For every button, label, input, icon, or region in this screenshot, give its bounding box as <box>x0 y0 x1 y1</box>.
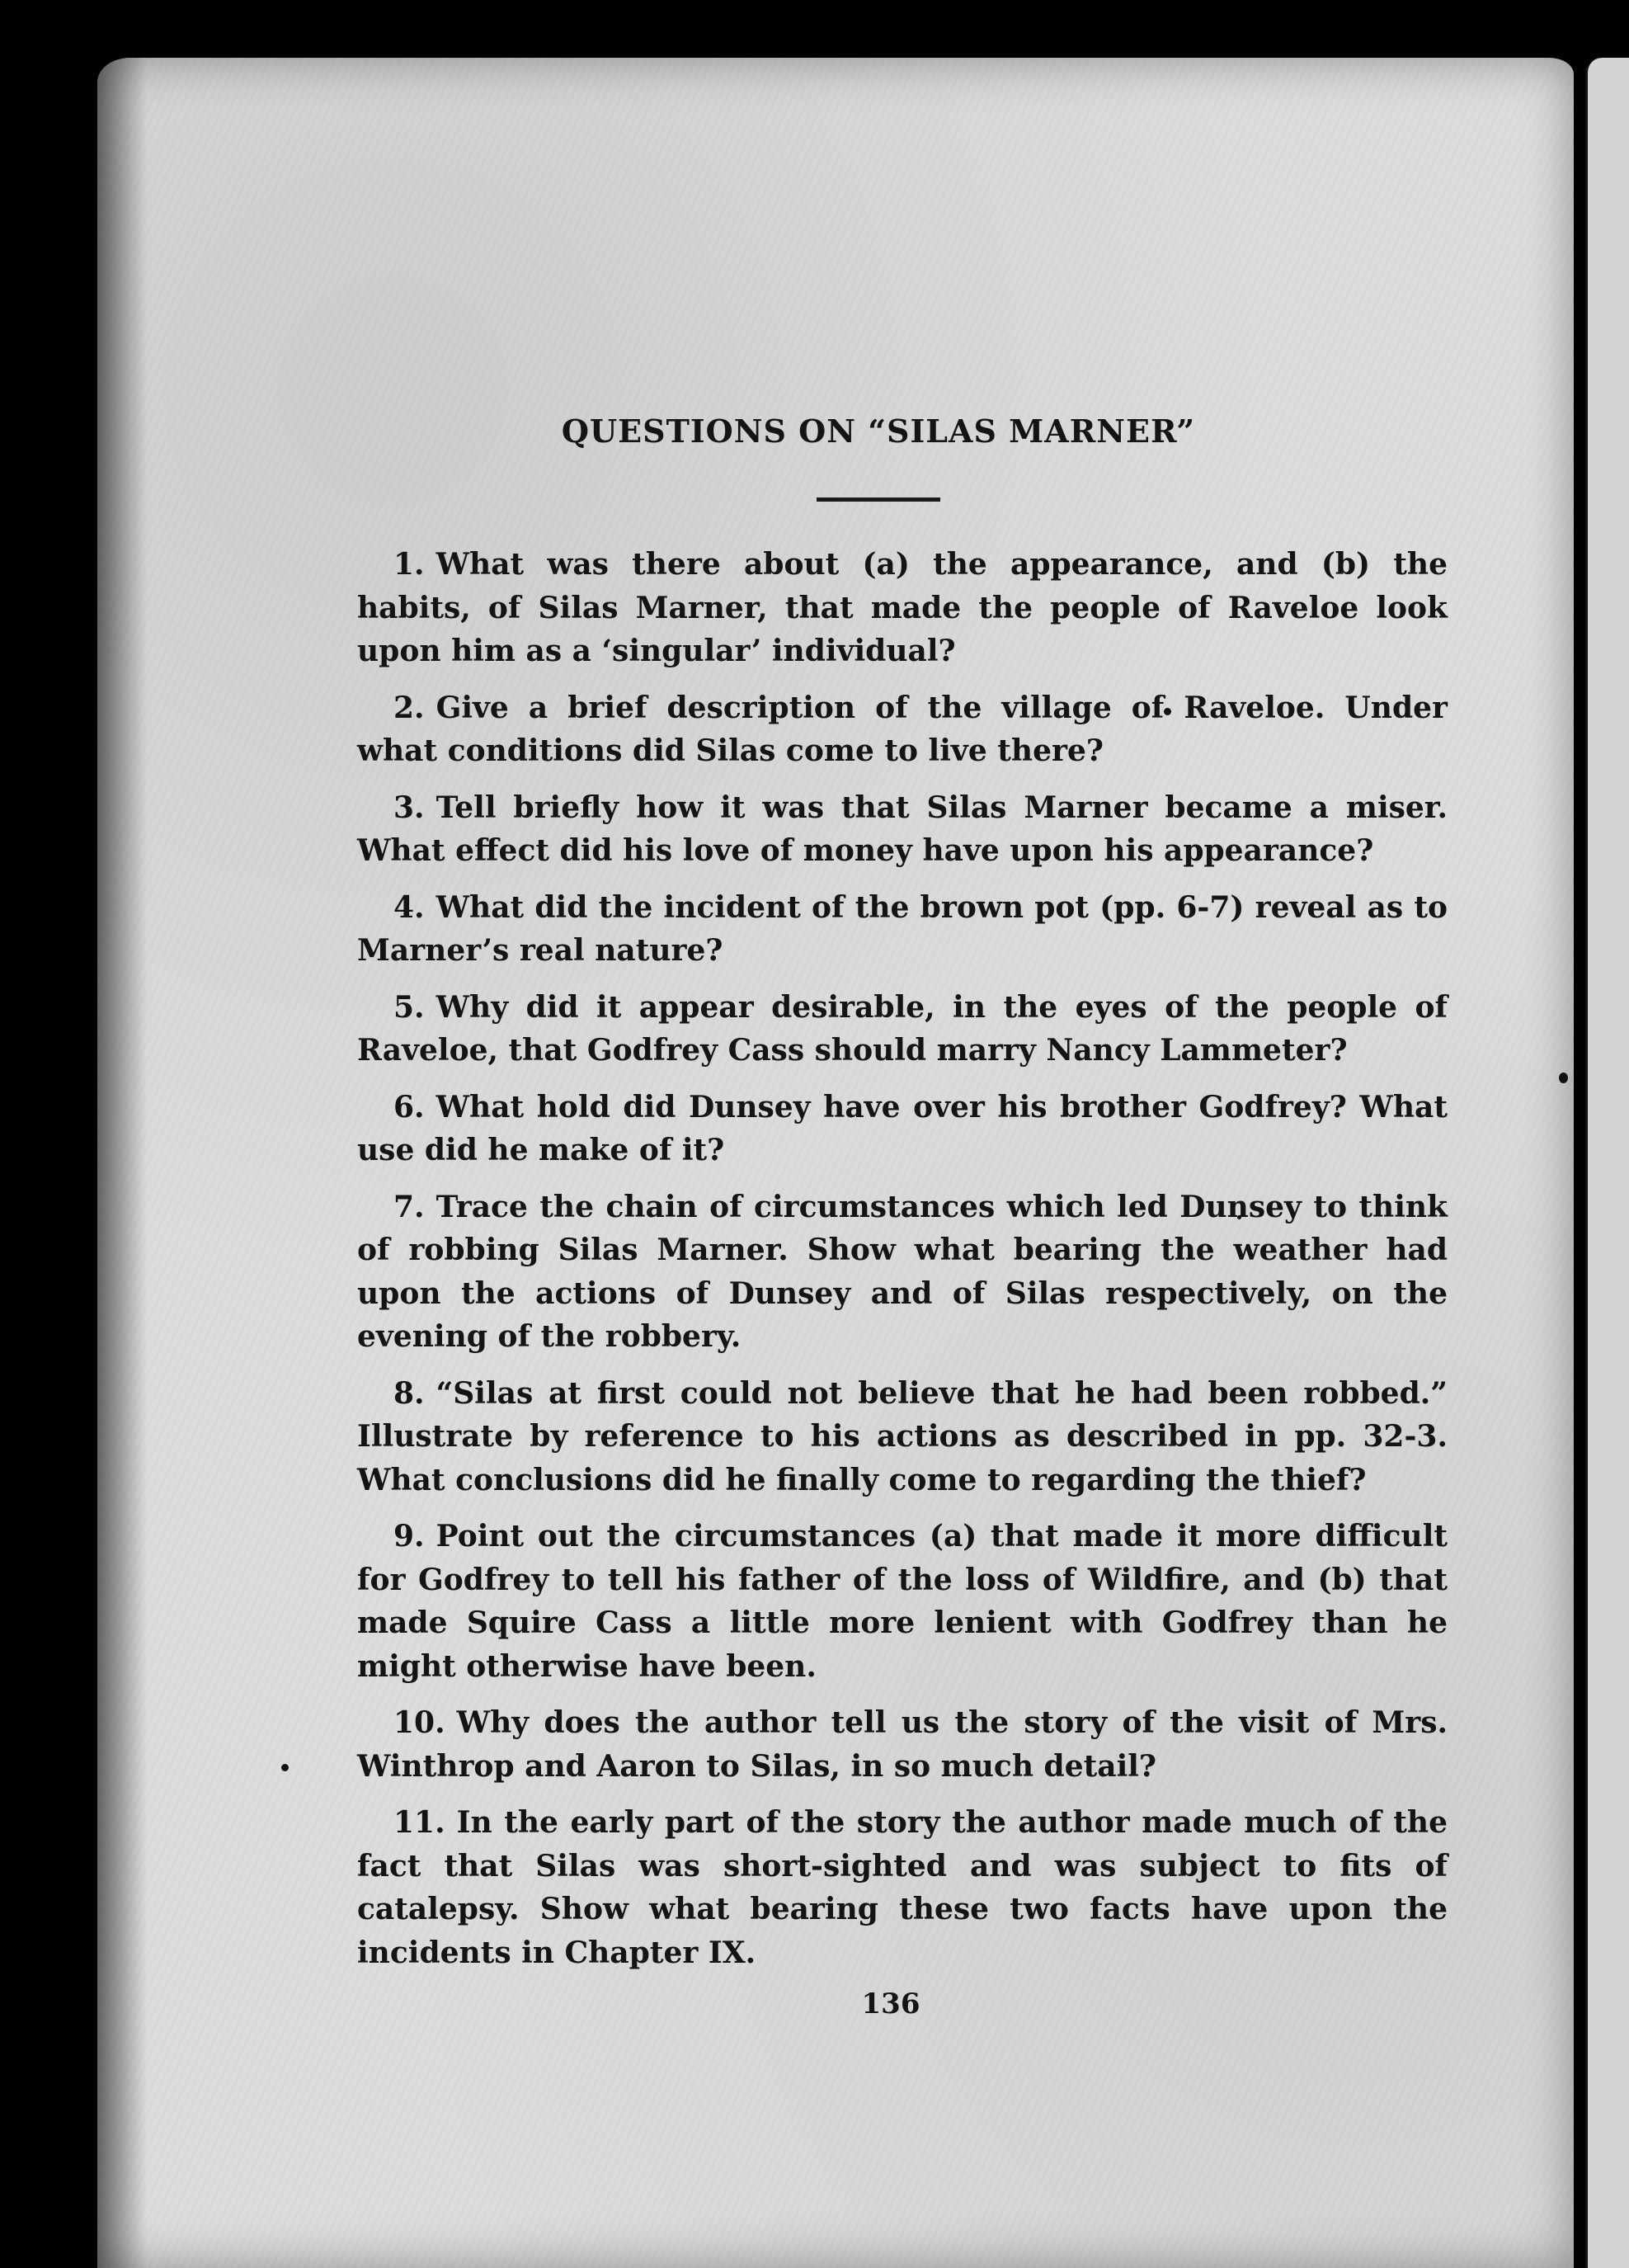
question-item <box>357 686 1448 773</box>
question-number: 5. <box>393 989 425 1025</box>
question-number: 9. <box>393 1519 425 1554</box>
facing-page-edge <box>1585 58 1629 2268</box>
question-number: 11. <box>393 1805 445 1840</box>
question-item <box>357 1186 1448 1359</box>
question-item <box>357 543 1448 673</box>
question-text: “Silas at first could not believe that he had been robbed.” Illustrate by reference to his actions as described in pp. 32-3. What conclusions did he finally come to regarding the thief? <box>357 1375 1448 1497</box>
page-content <box>260 413 1448 2020</box>
title-rule <box>817 497 940 502</box>
question-item <box>357 986 1448 1073</box>
question-number: 4. <box>393 889 425 925</box>
question-number: 10. <box>393 1705 445 1740</box>
question-list <box>260 543 1448 1974</box>
question-text: In the early part of the story the author made much of the fact that Silas was short-sighted and was subject to fits of catalepsy. Show what bearing these two facts have upon the incidents in Chapter IX. <box>357 1805 1448 1970</box>
question-item <box>357 1801 1448 1974</box>
question-item <box>357 1086 1448 1172</box>
question-item <box>357 1701 1448 1788</box>
question-item <box>357 786 1448 873</box>
question-number: 1. <box>393 547 425 582</box>
question-text: Give a brief description of the village of Raveloe. Under what conditions did Silas come to live there? <box>357 690 1448 768</box>
question-text: Tell briefly how it was that Silas Marner became a miser. What effect did his love of money have upon his appearance? <box>357 790 1448 868</box>
page-number: 136 <box>861 1987 920 2020</box>
question-text: Point out the circumstances (a) that made it more difficult for Godfrey to tell his father of the loss of Wildfire, and (b) that made Squire Cass a little more lenient with Godfrey than he might otherwise have been. <box>357 1519 1448 1684</box>
page-title: QUESTIONS ON “SILAS MARNER” <box>561 413 1196 450</box>
question-text: What hold did Dunsey have over his brother Godfrey? What use did he make of it? <box>357 1089 1448 1167</box>
question-item <box>357 1515 1448 1688</box>
question-text: Trace the chain of circumstances which led Dunsey to think of robbing Silas Marner. Show what bearing the weather had upon the actions of Dunsey and of Silas respectively, on the evening of the robbery. <box>357 1189 1448 1354</box>
question-number: 2. <box>393 690 425 725</box>
page-gutter-shadow <box>97 58 147 2268</box>
question-item <box>357 886 1448 973</box>
ink-speck <box>1559 1073 1568 1083</box>
question-number: 3. <box>393 790 425 825</box>
question-item <box>357 1372 1448 1502</box>
question-text: What was there about (a) the appearance, and (b) the habits, of Silas Marner, that made the people of Raveloe look upon him as a ‘singular’ individual? <box>357 547 1448 668</box>
question-text: What did the incident of the brown pot (pp. 6-7) reveal as to Marner’s real nature? <box>357 889 1448 968</box>
question-number: 6. <box>393 1089 425 1125</box>
question-number: 7. <box>393 1189 425 1224</box>
question-number: 8. <box>393 1375 425 1411</box>
question-text: Why did it appear desirable, in the eyes of the people of Raveloe, that Godfrey Cass should marry Nancy Lammeter? <box>357 989 1448 1068</box>
question-text: Why does the author tell us the story of the visit of Mrs. Winthrop and Aaron to Silas, in so much detail? <box>357 1705 1448 1784</box>
